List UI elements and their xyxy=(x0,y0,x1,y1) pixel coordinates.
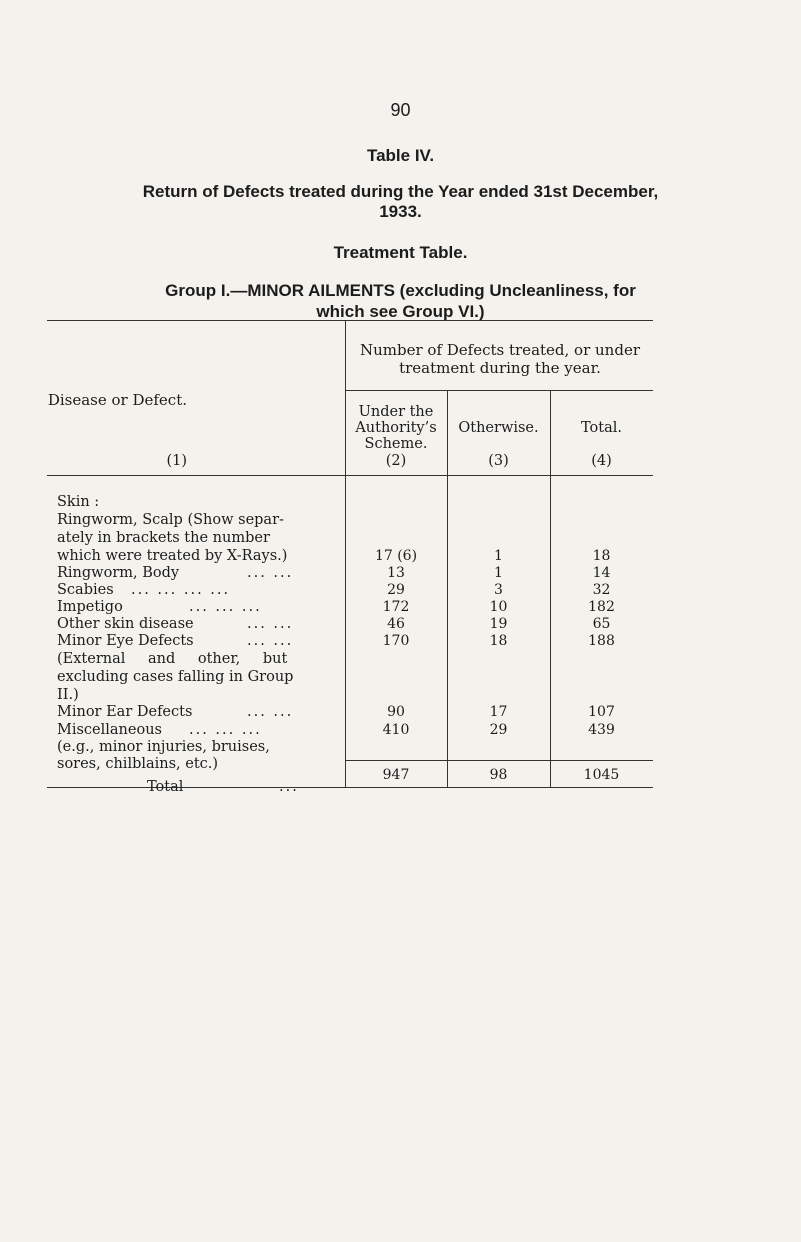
other-skin-otherwise: 19 xyxy=(489,616,508,632)
title-line-1: Return of Defects treated during the Year ended 31st December, xyxy=(142,182,659,201)
misc-otherwise: 29 xyxy=(489,722,508,738)
eye-otherwise: 18 xyxy=(489,633,508,649)
page-number: 90 xyxy=(390,100,411,120)
misc-authority: 410 xyxy=(382,722,410,738)
skin-label: Skin : xyxy=(57,494,100,510)
other-skin-total: 65 xyxy=(592,616,611,632)
scabies-otherwise: 3 xyxy=(494,582,503,598)
ear-label: Minor Ear Defects xyxy=(57,704,193,720)
misc-label: Miscellaneous xyxy=(57,722,162,738)
other-skin-label: Other skin disease xyxy=(57,616,194,632)
ringworm-body-total: 14 xyxy=(592,565,611,581)
ringworm-scalp-line-1: Ringworm, Scalp (Show separ- xyxy=(57,512,284,528)
eye-note-line-1: (External and other, but xyxy=(57,651,288,667)
eye-total: 188 xyxy=(588,633,615,649)
table-label: Table IV. xyxy=(366,146,435,165)
header-col1-number: (1) xyxy=(166,453,187,469)
total-label: Total xyxy=(147,779,184,795)
ear-total: 107 xyxy=(588,704,615,720)
header-authority-line-3: Scheme. xyxy=(364,436,428,452)
ringworm-body-label: Ringworm, Body xyxy=(57,565,180,581)
impetigo-authority: 172 xyxy=(382,599,410,615)
header-otherwise: Otherwise. xyxy=(458,420,539,436)
table-bottom-rule xyxy=(47,787,653,788)
header-disease: Disease or Defect. xyxy=(47,391,187,409)
ringworm-body-dots: ... ... xyxy=(247,565,294,581)
ringworm-scalp-authority: 17 (6) xyxy=(374,548,418,564)
title-line-2: 1933. xyxy=(379,202,422,221)
scabies-total: 32 xyxy=(592,582,611,598)
total-authority: 947 xyxy=(382,767,410,783)
misc-note-line-1: (e.g., minor injuries, bruises, xyxy=(57,739,270,755)
impetigo-otherwise: 10 xyxy=(489,599,508,615)
ear-authority: 90 xyxy=(387,704,405,720)
scabies-authority: 29 xyxy=(387,582,405,598)
span-header-rule xyxy=(345,390,653,391)
ear-otherwise: 17 xyxy=(489,704,508,720)
header-col3-number: (3) xyxy=(488,453,509,469)
group-line-2: which see Group VI.) xyxy=(316,302,485,321)
scabies-dots: ... ... ... ... xyxy=(131,582,231,598)
misc-note-line-2: sores, chilblains, etc.) xyxy=(57,756,219,772)
header-bottom-rule xyxy=(47,475,653,476)
ringworm-scalp-line-3: which were treated by X-Rays.) xyxy=(57,548,288,564)
header-span-line-1: Number of Defects treated, or under xyxy=(359,341,640,359)
table-subtitle: Treatment Table. xyxy=(333,243,468,262)
ringworm-body-otherwise: 1 xyxy=(494,565,503,581)
header-span-line-2: treatment during the year. xyxy=(399,359,601,377)
other-skin-authority: 46 xyxy=(387,616,405,632)
group-heading xyxy=(0,280,801,322)
ringworm-scalp-total: 18 xyxy=(592,548,611,564)
ringworm-body-authority: 13 xyxy=(387,565,405,581)
header-col4-number: (4) xyxy=(591,453,612,469)
total-top-rule xyxy=(345,760,653,761)
header-total: Total. xyxy=(581,420,622,436)
document-title xyxy=(0,182,801,222)
scabies-label: Scabies xyxy=(57,582,114,598)
header-authority-line-2: Authority’s xyxy=(355,420,437,436)
eye-note-line-2: excluding cases falling in Group xyxy=(57,669,294,685)
total-otherwise: 98 xyxy=(489,767,508,783)
table-top-rule xyxy=(47,320,653,321)
ear-dots: ... ... xyxy=(247,704,294,720)
eye-dots: ... ... xyxy=(247,633,294,649)
ringworm-scalp-otherwise: 1 xyxy=(494,548,503,564)
eye-label: Minor Eye Defects xyxy=(57,633,194,649)
ringworm-scalp-line-2: ately in brackets the number xyxy=(57,530,270,546)
group-line-1: Group I.—MINOR AILMENTS (excluding Uncleanliness, for xyxy=(165,281,636,300)
other-skin-dots: ... ... xyxy=(247,616,294,632)
eye-note-line-3: II.) xyxy=(57,687,79,703)
total-dots: ... xyxy=(279,779,299,795)
eye-authority: 170 xyxy=(382,633,410,649)
impetigo-label: Impetigo xyxy=(57,599,123,615)
misc-total: 439 xyxy=(588,722,615,738)
treatment-table xyxy=(47,320,653,795)
misc-dots: ... ... ... xyxy=(189,722,262,738)
impetigo-total: 182 xyxy=(588,599,615,615)
header-authority-line-1: Under the xyxy=(358,404,434,420)
total-total: 1045 xyxy=(583,767,620,783)
header-col2-number: (2) xyxy=(385,453,407,469)
impetigo-dots: ... ... ... xyxy=(189,599,262,615)
